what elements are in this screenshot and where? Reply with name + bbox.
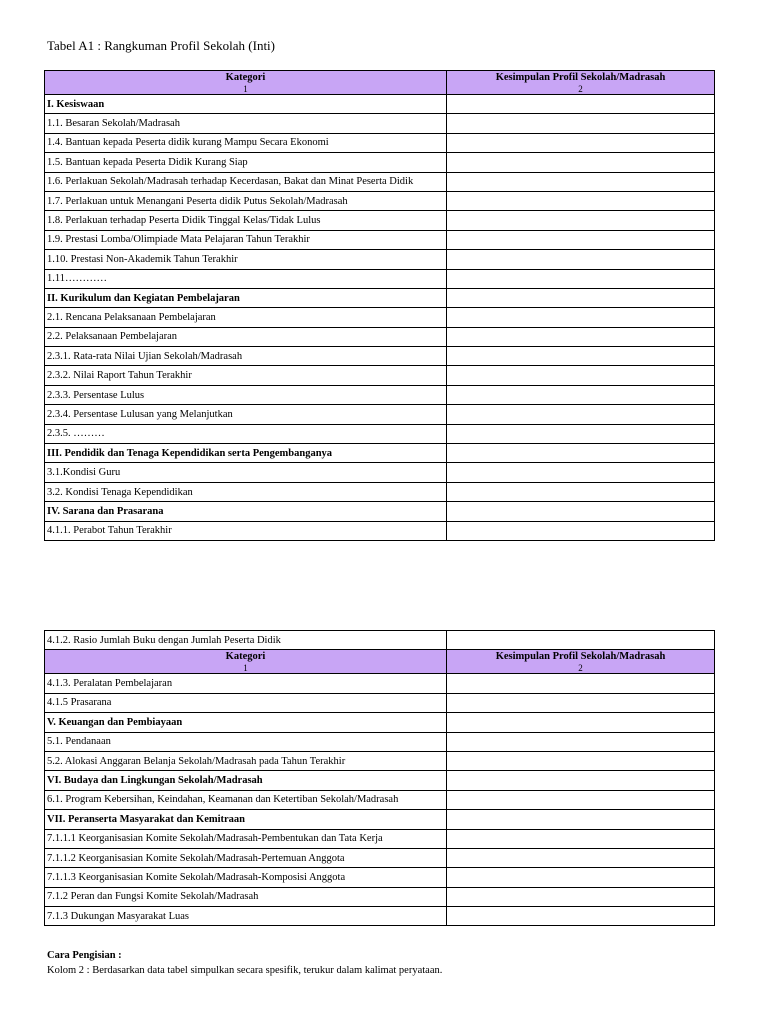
conclusion-cell[interactable]: [447, 693, 715, 712]
table-row: [45, 230, 715, 249]
conclusion-cell[interactable]: [447, 521, 715, 540]
table-row: [45, 907, 715, 926]
column-header-kesimpulan: Kesimpulan Profil Sekolah/Madrasah: [447, 71, 715, 85]
table-row: [45, 790, 715, 809]
table-row: [45, 211, 715, 230]
conclusion-cell[interactable]: [447, 502, 715, 521]
conclusion-cell[interactable]: [447, 191, 715, 210]
instructions-heading: Cara Pengisian :: [47, 950, 122, 961]
category-cell: 4.1.2. Rasio Jumlah Buku dengan Jumlah Peserta Didik: [45, 631, 447, 650]
table-row: [45, 405, 715, 424]
conclusion-cell[interactable]: [447, 674, 715, 693]
column-header-kategori: Kategori: [45, 71, 447, 85]
table-row: [45, 385, 715, 404]
category-cell: 1.9. Prestasi Lomba/Olimpiade Mata Pelajaran Tahun Terakhir: [45, 230, 447, 249]
category-cell: 2.3.1. Rata-rata Nilai Ujian Sekolah/Madrasah: [45, 347, 447, 366]
table-row: [45, 269, 715, 288]
category-cell: 3.1.Kondisi Guru: [45, 463, 447, 482]
category-cell: 5.1. Pendanaan: [45, 732, 447, 751]
category-cell: 2.3.3. Persentase Lulus: [45, 385, 447, 404]
category-cell: 1.5. Bantuan kepada Peserta Didik Kurang Siap: [45, 153, 447, 172]
table-row: [45, 868, 715, 887]
conclusion-cell[interactable]: [447, 751, 715, 770]
category-cell: 1.1. Besaran Sekolah/Madrasah: [45, 114, 447, 133]
category-cell: 4.1.3. Peralatan Pembelajaran: [45, 674, 447, 693]
section-title-cell: II. Kurikulum dan Kegiatan Pembelajaran: [45, 288, 447, 307]
category-cell: 1.8. Perlakuan terhadap Peserta Didik Tinggal Kelas/Tidak Lulus: [45, 211, 447, 230]
conclusion-cell[interactable]: [447, 790, 715, 809]
category-cell: 2.2. Pelaksanaan Pembelajaran: [45, 327, 447, 346]
table-row: [45, 732, 715, 751]
table-row: [45, 153, 715, 172]
conclusion-cell[interactable]: [447, 172, 715, 191]
category-cell: 7.1.1.2 Keorganisasian Komite Sekolah/Madrasah-Pertemuan Anggota: [45, 848, 447, 867]
conclusion-cell[interactable]: [447, 327, 715, 346]
conclusion-cell[interactable]: [447, 713, 715, 732]
section-row: [45, 288, 715, 307]
section-row: [45, 502, 715, 521]
category-cell: 1.4. Bantuan kepada Peserta didik kurang Mampu Secara Ekonomi: [45, 133, 447, 152]
table-row: [45, 829, 715, 848]
conclusion-cell[interactable]: [447, 288, 715, 307]
table-row: [45, 751, 715, 770]
table-row: [45, 848, 715, 867]
conclusion-cell[interactable]: [447, 887, 715, 906]
section-title-cell: III. Pendidik dan Tenaga Kependidikan serta Pengembanganya: [45, 444, 447, 463]
column-header-kategori: Kategori: [45, 650, 447, 664]
instructions-body: Kolom 2 : Berdasarkan data tabel simpulkan secara spesifik, terukur dalam kalimat peryataan.: [47, 965, 443, 976]
category-cell: 7.1.2 Peran dan Fungsi Komite Sekolah/Madrasah: [45, 887, 447, 906]
conclusion-cell[interactable]: [447, 133, 715, 152]
table-row: [45, 347, 715, 366]
conclusion-cell[interactable]: [447, 631, 715, 650]
conclusion-cell[interactable]: [447, 482, 715, 501]
table-row: [45, 463, 715, 482]
category-cell: 2.3.2. Nilai Raport Tahun Terakhir: [45, 366, 447, 385]
category-cell: 6.1. Program Kebersihan, Keindahan, Keamanan dan Ketertiban Sekolah/Madrasah: [45, 790, 447, 809]
conclusion-cell[interactable]: [447, 868, 715, 887]
table-row: [45, 191, 715, 210]
category-cell: 4.1.5 Prasarana: [45, 693, 447, 712]
conclusion-cell[interactable]: [447, 463, 715, 482]
table-row: [45, 327, 715, 346]
category-cell: 1.10. Prestasi Non-Akademik Tahun Terakhir: [45, 250, 447, 269]
table-row: [45, 674, 715, 693]
conclusion-cell[interactable]: [447, 385, 715, 404]
table-1-body: [45, 95, 715, 541]
conclusion-cell[interactable]: [447, 211, 715, 230]
section-title-cell: VII. Peranserta Masyarakat dan Kemitraan: [45, 810, 447, 829]
table-row: [45, 366, 715, 385]
category-cell: 3.2. Kondisi Tenaga Kependidikan: [45, 482, 447, 501]
table-2-body: [45, 674, 715, 926]
column-number-2: 2: [447, 84, 715, 95]
table-row: [45, 133, 715, 152]
table-row: [45, 631, 715, 650]
category-cell: 1.11…………: [45, 269, 447, 288]
conclusion-cell[interactable]: [447, 732, 715, 751]
conclusion-cell[interactable]: [447, 424, 715, 443]
conclusion-cell[interactable]: [447, 250, 715, 269]
table-row: [45, 693, 715, 712]
section-title-cell: IV. Sarana dan Prasarana: [45, 502, 447, 521]
category-cell: 2.3.5. ………: [45, 424, 447, 443]
category-cell: 1.6. Perlakuan Sekolah/Madrasah terhadap Kecerdasan, Bakat dan Minat Peserta Didik: [45, 172, 447, 191]
column-number-1: 1: [45, 84, 447, 95]
conclusion-cell[interactable]: [447, 153, 715, 172]
table-row: [45, 482, 715, 501]
profile-table-2: [44, 630, 715, 926]
category-cell: 5.2. Alokasi Anggaran Belanja Sekolah/Madrasah pada Tahun Terakhir: [45, 751, 447, 770]
conclusion-cell[interactable]: [447, 444, 715, 463]
section-title-cell: V. Keuangan dan Pembiayaan: [45, 713, 447, 732]
conclusion-cell[interactable]: [447, 95, 715, 114]
conclusion-cell[interactable]: [447, 810, 715, 829]
table-row: [45, 114, 715, 133]
conclusion-cell[interactable]: [447, 347, 715, 366]
conclusion-cell[interactable]: [447, 308, 715, 327]
section-title-cell: VI. Budaya dan Lingkungan Sekolah/Madrasah: [45, 771, 447, 790]
column-header-kesimpulan: Kesimpulan Profil Sekolah/Madrasah: [447, 650, 715, 664]
conclusion-cell[interactable]: [447, 366, 715, 385]
section-row: [45, 771, 715, 790]
category-cell: 7.1.3 Dukungan Masyarakat Luas: [45, 907, 447, 926]
category-cell: 2.1. Rencana Pelaksanaan Pembelajaran: [45, 308, 447, 327]
conclusion-cell[interactable]: [447, 114, 715, 133]
category-cell: 4.1.1. Perabot Tahun Terakhir: [45, 521, 447, 540]
category-cell: 2.3.4. Persentase Lulusan yang Melanjutkan: [45, 405, 447, 424]
column-number-1: 1: [45, 663, 447, 674]
section-row: [45, 444, 715, 463]
section-row: [45, 810, 715, 829]
conclusion-cell[interactable]: [447, 848, 715, 867]
conclusion-cell[interactable]: [447, 230, 715, 249]
table-row: [45, 887, 715, 906]
table-row: [45, 250, 715, 269]
conclusion-cell[interactable]: [447, 907, 715, 926]
conclusion-cell[interactable]: [447, 405, 715, 424]
table-row: [45, 424, 715, 443]
table-row: [45, 172, 715, 191]
page-title: Tabel A1 : Rangkuman Profil Sekolah (Inti): [47, 38, 275, 53]
section-row: [45, 713, 715, 732]
category-cell: 7.1.1.1 Keorganisasian Komite Sekolah/Madrasah-Pembentukan dan Tata Kerja: [45, 829, 447, 848]
conclusion-cell[interactable]: [447, 829, 715, 848]
category-cell: 1.7. Perlakuan untuk Menangani Peserta didik Putus Sekolah/Madrasah: [45, 191, 447, 210]
profile-table-1: [44, 70, 715, 541]
conclusion-cell[interactable]: [447, 771, 715, 790]
section-row: [45, 95, 715, 114]
table-row: [45, 308, 715, 327]
category-cell: 7.1.1.3 Keorganisasian Komite Sekolah/Madrasah-Komposisi Anggota: [45, 868, 447, 887]
section-title-cell: I. Kesiswaan: [45, 95, 447, 114]
table-row: [45, 521, 715, 540]
conclusion-cell[interactable]: [447, 269, 715, 288]
column-number-2: 2: [447, 663, 715, 674]
